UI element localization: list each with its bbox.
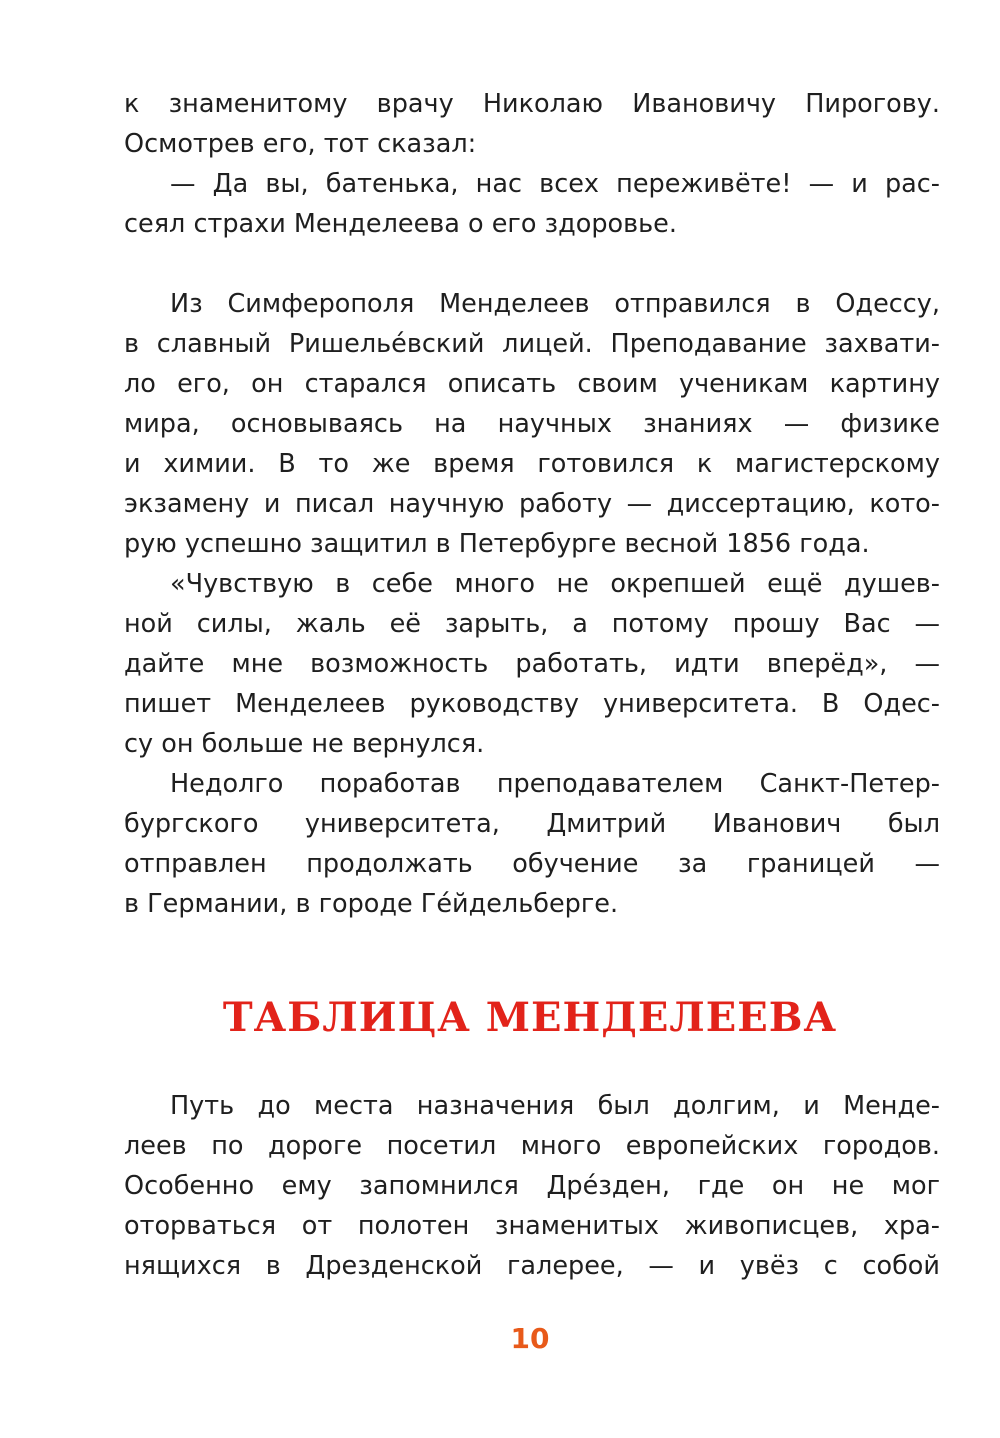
- text-line: Недолго поработав преподавателем Санкт-Петер-: [170, 769, 940, 799]
- paragraph-block-pirogov: [124, 84, 940, 244]
- text-line: нящихся в Дрезденской галерее, — и увёз с собой: [124, 1251, 940, 1281]
- text-line: дайте мне возможность работать, идти вперёд», —: [124, 649, 940, 679]
- text-line: в Германии, в городе Ге́йдельберге.: [124, 889, 619, 919]
- page-number: 10: [510, 1322, 550, 1355]
- paragraph-block-odessa: [124, 284, 940, 924]
- text-line: Особенно ему запомнился Дре́зден, где он не мог: [124, 1171, 940, 1201]
- text-line: экзамену и писал научную работу — диссертацию, кото-: [124, 489, 940, 519]
- text-line: Из Симферополя Менделеев отправился в Одессу,: [170, 289, 940, 319]
- text-line: пишет Менделеев руководству университета. В Одес-: [124, 689, 940, 719]
- text-line: су он больше не вернулся.: [124, 729, 485, 759]
- text-line: — Да вы, батенька, нас всех переживёте! — и рас-: [170, 169, 940, 199]
- text-line: к знаменитому врачу Николаю Ивановичу Пирогову.: [124, 89, 940, 119]
- text-line: леев по дороге посетил много европейских городов.: [124, 1131, 940, 1161]
- text-line: в славный Ришелье́вский лицей. Преподавание захвати-: [124, 329, 940, 359]
- text-line: оторваться от полотен знаменитых живописцев, хра-: [124, 1211, 940, 1241]
- text-line: сеял страхи Менделеева о его здоровье.: [124, 209, 677, 239]
- text-line: Осмотрев его, тот сказал:: [124, 129, 477, 159]
- text-line: ной силы, жаль её зарыть, а потому прошу Вас —: [124, 609, 940, 639]
- text-line: бургского университета, Дмитрий Иванович был: [124, 809, 940, 839]
- text-line: мира, основываясь на научных знаниях — физике: [124, 409, 940, 439]
- text-line: «Чувствую в себе много не окрепшей ещё душев-: [170, 569, 940, 599]
- text-line: отправлен продолжать обучение за границей —: [124, 849, 940, 879]
- text-line: ло его, он старался описать своим ученикам картину: [124, 369, 940, 399]
- text-line: Путь до места назначения был долгим, и Менде-: [170, 1091, 940, 1121]
- section-heading: ТАБЛИЦА МЕНДЕЛЕЕВА: [222, 994, 838, 1041]
- text-line: и химии. В то же время готовился к магистерскому: [124, 449, 940, 479]
- paragraph-block-dresden: [124, 1086, 940, 1286]
- text-line: рую успешно защитил в Петербурге весной 1856 года.: [124, 529, 870, 559]
